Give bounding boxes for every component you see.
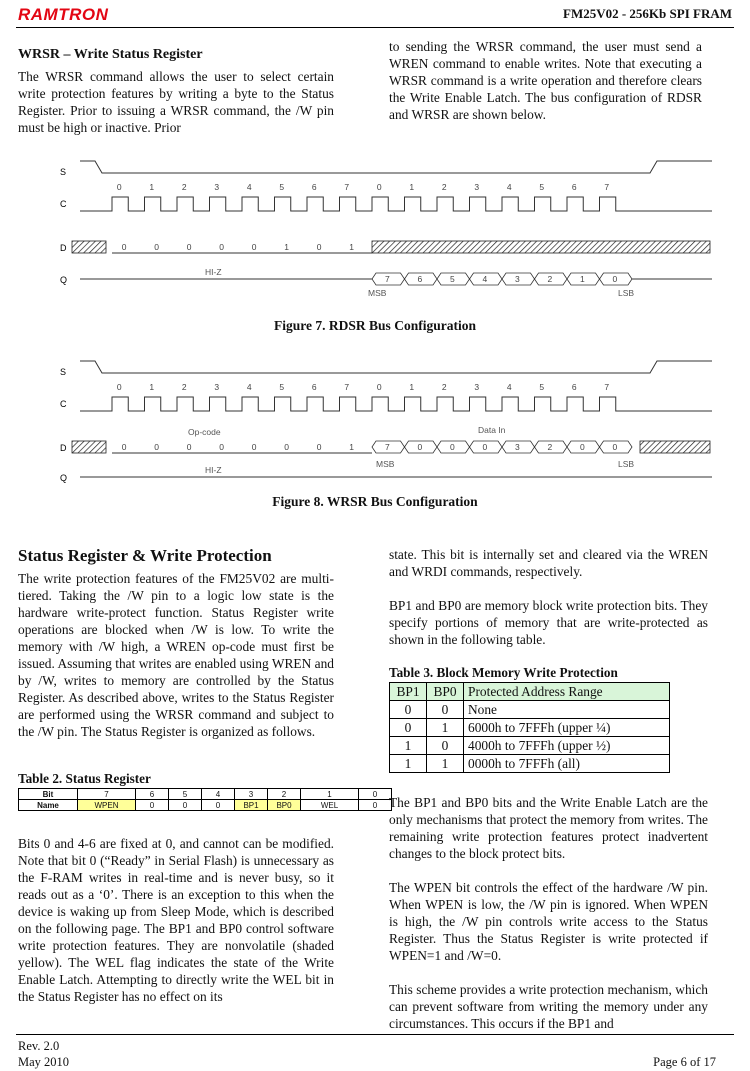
table-cell: 0 [390, 719, 427, 737]
signal-label-s: S [60, 167, 67, 177]
table-cell: 0 [427, 701, 464, 719]
wrsr-heading: WRSR – Write Status Register [18, 47, 203, 62]
d-bit-value: 1 [284, 242, 289, 252]
clock-number: 4 [506, 182, 512, 192]
lsb-label: LSB [618, 459, 635, 469]
column-header: Protected Address Range [464, 683, 670, 701]
page-number: Page 6 of 17 [653, 1055, 716, 1069]
clock-number: 7 [604, 182, 610, 192]
d-bit-value: 0 [316, 442, 322, 452]
clock-number: 2 [441, 182, 447, 192]
table-header-row [390, 683, 670, 701]
d-bit-value: 0 [186, 242, 192, 252]
table-cell: 1 [390, 755, 427, 773]
status-register-table [18, 788, 392, 811]
d-dont-care-start [72, 241, 106, 253]
q-data-value: 5 [450, 274, 455, 284]
clock-number: 7 [344, 382, 350, 392]
q-data-value: 6 [417, 274, 423, 284]
clock-number: 7 [604, 382, 610, 392]
d-bit-value: 0 [121, 442, 127, 452]
table-cell: 6000h to 7FFFh (upper ¼) [464, 719, 670, 737]
table-cell: 4 [202, 789, 235, 800]
signal-label-q: Q [60, 473, 68, 483]
table-cell: 0 [359, 789, 392, 800]
wrsr-paragraph-right: to sending the WRSR command, the user must send a WREN command to enable writes. Note that executing a WRSR command is a write operation and therefore clears the Write Enable Latch. The bus configuration of RDSR and WRSR are shown below. [389, 39, 702, 122]
d-bit-value: 0 [121, 242, 127, 252]
table-row [390, 755, 670, 773]
msb-label: MSB [376, 459, 395, 469]
d-bit-value: 0 [186, 442, 192, 452]
d-bit-value: 0 [219, 442, 224, 452]
signal-label-c: C [60, 399, 67, 409]
clock-number: 5 [539, 382, 545, 392]
clock-number: 3 [474, 182, 480, 192]
status-register-heading: Status Register & Write Protection [18, 546, 272, 565]
clock-number: 4 [246, 382, 252, 392]
table-cell: Name [19, 800, 78, 811]
table-cell: 1 [301, 789, 359, 800]
clock-number: 1 [409, 382, 415, 392]
clock-number: 5 [279, 382, 285, 392]
clock-number: 1 [149, 182, 155, 192]
clock-number: 0 [116, 382, 122, 392]
clock-number: 6 [571, 182, 577, 192]
s-signal-line [80, 161, 712, 173]
document-title: FM25V02 - 256Kb SPI FRAM [563, 6, 732, 21]
footer-rule [16, 1034, 734, 1035]
status-right-paragraph-3: The BP1 and BP0 bits and the Write Enable Latch are the only mechanisms that protect the memory from writes. The remaining write protection features protect inadvertent changes to the block protect bits. [389, 795, 708, 861]
d-data-value: 0 [450, 442, 455, 452]
q-hi-z-label: HI-Z [205, 267, 222, 277]
d-data-value: 2 [547, 442, 553, 452]
clock-number: 3 [214, 382, 220, 392]
table-cell: 0 [202, 800, 235, 811]
table-cell: 1 [390, 737, 427, 755]
d-bit-value: 0 [284, 442, 289, 452]
status-paragraph-2: Bits 0 and 4-6 are fixed at 0, and cannot can be modified. Note that bit 0 (“Ready” in Serial Flash) is unnecessary as the F-RAM writes in real-time and is never busy, so it reads out as a ‘0’. There is an exception to this when the device is waking up from Sleep Mode, which is described on the following page. The BP1 and BP0 control software write protection features. They are nonvolatile (shaded yellow). The WEL flag indicates the state of the Write Enable Latch. Attempting to directly write the WEL bit in the Status Register has no effect on its [18, 836, 334, 1004]
table-cell: WPEN [78, 800, 136, 811]
clock-number: 4 [506, 382, 512, 392]
table-cell: 0 [359, 800, 392, 811]
status-paragraph-1: The write protection features of the FM25V02 are multi-tiered. Taking the /W pin to a logic low state is the hardware write-protect function. Status Register write operations are blocked when /W is low. To write the memory with /W high, a WREN op-code must first be issued. Assuming that writes are enabled using WREN and by /W, writes to memory are controlled by the Status Register. As described above, writes to the Status Register are performed using the WRSR command and subject to the /W pin. The Status Register is organized as follows. [18, 571, 334, 739]
msb-label: MSB [368, 288, 387, 298]
d-dont-care-start [72, 441, 106, 453]
q-data-value: 4 [482, 274, 488, 284]
clock-number: 7 [344, 182, 350, 192]
wrsr-paragraph-left: The WRSR command allows the user to select certain write protection features by writing a byte to the Status Register. Prior to issuing a WRSR command, the /W pin must be high or inactive. Prior [18, 69, 334, 135]
table-cell: 0 [136, 800, 169, 811]
figure-8-wrsr-timing [0, 355, 750, 485]
table-cell: 5 [169, 789, 202, 800]
ramtron-logo [18, 4, 126, 24]
table-cell: Bit [19, 789, 78, 800]
header-rule [16, 27, 734, 28]
clock-number: 5 [539, 182, 545, 192]
figure-7-rdsr-timing [0, 155, 750, 305]
clock-number: 4 [246, 182, 252, 192]
table-cell: 2 [268, 789, 301, 800]
table-cell: 6 [136, 789, 169, 800]
status-right-paragraph-5: This scheme provides a write protection mechanism, which can prevent software from writing the memory under any circumstances. This occurs if the BP1 and [389, 982, 708, 1031]
d-bit-value: 0 [219, 242, 224, 252]
d-data-value: 7 [385, 442, 390, 452]
d-data-value: 0 [482, 442, 488, 452]
table-cell: 0 [427, 737, 464, 755]
c-clock-line [80, 397, 712, 411]
clock-number: 3 [474, 382, 480, 392]
d-bit-value: 1 [349, 242, 354, 252]
revision: Rev. 2.0 [18, 1039, 60, 1053]
d-bit-value: 0 [154, 442, 159, 452]
figure-8-caption: Figure 8. WRSR Bus Configuration [272, 494, 478, 509]
block-protection-table [389, 682, 670, 773]
table-cell: WEL [301, 800, 359, 811]
d-bit-value: 0 [251, 242, 257, 252]
clock-number: 6 [311, 382, 317, 392]
signal-label-d: D [60, 243, 67, 253]
s-signal-line [80, 361, 712, 373]
signal-label-s: S [60, 367, 67, 377]
clock-number: 1 [409, 182, 415, 192]
d-bit-value: 0 [154, 242, 159, 252]
clock-number: 0 [116, 182, 122, 192]
table-cell: 1 [427, 719, 464, 737]
q-data-value: 0 [612, 274, 618, 284]
table-cell: 1 [427, 755, 464, 773]
d-bit-value: 0 [316, 242, 322, 252]
signal-label-q: Q [60, 275, 68, 285]
table-row [19, 789, 392, 800]
d-dont-care-end [372, 241, 710, 253]
q-data-value: 7 [385, 274, 390, 284]
clock-number: 3 [214, 182, 220, 192]
q-data-value: 1 [580, 274, 585, 284]
c-clock-line [80, 197, 712, 211]
d-data-value: 3 [515, 442, 520, 452]
table-cell: BP0 [268, 800, 301, 811]
clock-number: 6 [311, 182, 317, 192]
clock-number: 1 [149, 382, 155, 392]
q-hi-z-label: HI-Z [205, 465, 222, 475]
d-data-value: 0 [612, 442, 618, 452]
column-header: BP1 [390, 683, 427, 701]
clock-number: 5 [279, 182, 285, 192]
table-3-caption: Table 3. Block Memory Write Protection [389, 665, 618, 680]
table-cell: 4000h to 7FFFh (upper ½) [464, 737, 670, 755]
d-data-value: 0 [417, 442, 423, 452]
table-cell: 7 [78, 789, 136, 800]
date: May 2010 [18, 1055, 70, 1069]
lsb-label: LSB [618, 288, 635, 298]
table-row [390, 701, 670, 719]
table-cell: 3 [235, 789, 268, 800]
opcode-label: Op-code [188, 427, 221, 437]
column-header: BP0 [427, 683, 464, 701]
signal-label-d: D [60, 443, 67, 453]
table-row [19, 800, 392, 811]
table-cell: None [464, 701, 670, 719]
table-row [390, 719, 670, 737]
d-dont-care-end [640, 441, 710, 453]
status-right-paragraph-4: The WPEN bit controls the effect of the hardware /W pin. When WPEN is low, the /W pin is ignored. When WPEN is high, the /W pin controls write access to the Status Register. Thus the Status Register is write protected if WPEN=1 and /W=0. [389, 880, 708, 963]
d-data-value: 0 [580, 442, 585, 452]
d-bit-value: 1 [349, 442, 354, 452]
clock-number: 2 [181, 182, 187, 192]
figure-7-caption: Figure 7. RDSR Bus Configuration [274, 318, 476, 333]
table-cell: 0000h to 7FFFh (all) [464, 755, 670, 773]
table-cell: 0 [169, 800, 202, 811]
q-data-value: 3 [515, 274, 520, 284]
table-2-caption: Table 2. Status Register [18, 771, 151, 786]
clock-number: 0 [376, 182, 382, 192]
table-row [390, 737, 670, 755]
table-cell: BP1 [235, 800, 268, 811]
clock-number: 2 [441, 382, 447, 392]
status-right-paragraph-2: BP1 and BP0 are memory block write protection bits. They specify portions of memory that are write-protected as shown in the following table. [389, 598, 708, 647]
logo-text: RAMTRON [18, 5, 109, 24]
signal-label-c: C [60, 199, 67, 209]
status-right-paragraph-1: state. This bit is internally set and cleared via the WREN and WRDI commands, respectively. [389, 547, 708, 579]
table-cell: 0 [390, 701, 427, 719]
d-bit-value: 0 [251, 442, 257, 452]
data-in-label: Data In [478, 425, 506, 435]
q-data-value: 2 [547, 274, 553, 284]
clock-number: 0 [376, 382, 382, 392]
clock-number: 2 [181, 382, 187, 392]
clock-number: 6 [571, 382, 577, 392]
